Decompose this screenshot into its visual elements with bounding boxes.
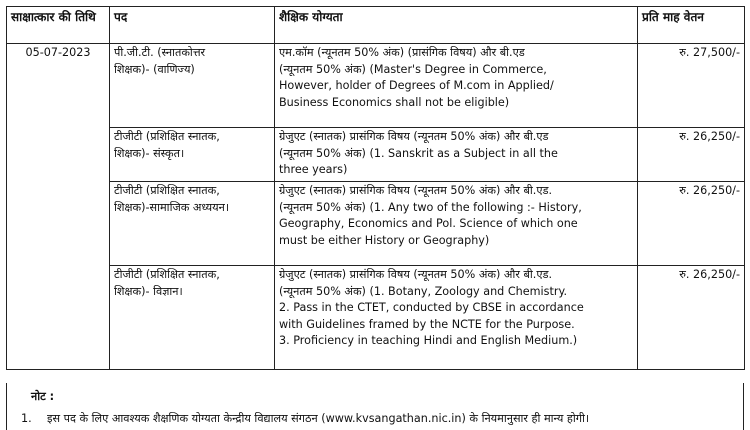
post-line: टीजीटी (प्रशिक्षित स्नातक,: [114, 130, 220, 143]
header-post: पद: [110, 7, 275, 44]
post-line: शिक्षक)- संस्कृत।: [114, 146, 185, 160]
post-line: शिक्षक)-सामाजिक अध्ययन।: [114, 200, 230, 214]
qualification-line: (न्यूनतम 50% अंक) (1. Any two of the following :- History,: [279, 200, 582, 214]
qualification-cell: [275, 44, 638, 128]
qualification-line: ग्रेजुएट (स्नातक) प्रासंगिक विषय (न्यूनतम 50% अंक) और बी.एड.: [279, 184, 553, 197]
salary-cell: रु. 26,250/-: [638, 266, 745, 370]
post-line: टीजीटी (प्रशिक्षित स्नातक,: [114, 184, 220, 197]
qualification-line: ग्रेजुएट (स्नातक) प्रासंगिक विषय (न्यूनतम 50% अंक) और बी.एड.: [279, 268, 553, 281]
qualification-line: Geography, Economics and Pol. Science of which one: [279, 217, 578, 230]
post-line: शिक्षक)- विज्ञान।: [114, 284, 183, 298]
qualification-cell: [275, 266, 638, 370]
post-cell: [110, 44, 275, 128]
post-cell: [110, 128, 275, 182]
qualification-line: ग्रेजुएट (स्नातक) प्रासंगिक विषय (न्यूनतम 50% अंक) और बी.एड: [279, 130, 549, 143]
table-row: [7, 182, 745, 266]
qualification-line: with Guidelines framed by the NCTE for the Purpose.: [279, 317, 575, 331]
qualification-line: (न्यूनतम 50% अंक) (1. Botany, Zoology and Chemistry.: [279, 284, 568, 298]
salary-cell: रु. 26,250/-: [638, 182, 745, 266]
header-interview-date: साक्षात्कार की तिथि: [7, 7, 110, 44]
salary-cell: रु. 26,250/-: [638, 128, 745, 182]
note-title: नोट :: [31, 390, 55, 403]
note-item-text: इस पद के लिए आवश्यक शैक्षणिक योग्यता केन्द्रीय विद्यालय संगठन (www.kvsangathan.nic.in) के नियमानुसार ही मान्य होगी।: [47, 412, 590, 425]
vacancy-table: [6, 6, 745, 370]
qualification-line: (न्यूनतम 50% अंक) (Master's Degree in Commerce,: [279, 62, 547, 76]
qualification-line: एम.कॉम (न्यूनतम 50% अंक) (प्रासंगिक विषय) और बी.एड: [279, 46, 525, 59]
interview-date: 05-07-2023: [7, 44, 110, 370]
table-row: [7, 44, 745, 128]
post-line: शिक्षक)- (वाणिज्य): [114, 62, 195, 76]
qualification-cell: [275, 128, 638, 182]
qualification-line: However, holder of Degrees of M.com in Applied/: [279, 79, 554, 92]
qualification-line: 3. Proficiency in teaching Hindi and English Medium.): [279, 334, 578, 347]
note-item: [21, 411, 589, 426]
note-item-number: 1.: [21, 412, 32, 425]
post-cell: [110, 266, 275, 370]
qualification-line: three years): [279, 163, 348, 176]
qualification-line: (न्यूनतम 50% अंक) (1. Sanskrit as a Subject in all the: [279, 146, 558, 160]
qualification-line: Business Economics shall not be eligible): [279, 95, 510, 109]
note-section: [6, 383, 744, 430]
qualification-line: must be either History or Geography): [279, 233, 490, 247]
qualification-cell: [275, 182, 638, 266]
header-salary: प्रति माह वेतन: [638, 7, 745, 44]
qualification-line: 2. Pass in the CTET, conducted by CBSE in accordance: [279, 301, 584, 314]
post-cell: [110, 182, 275, 266]
header-qualification: शैक्षिक योग्यता: [275, 7, 638, 44]
table-row: [7, 128, 745, 182]
post-line: पी.जी.टी. (स्नातकोत्तर: [114, 46, 206, 59]
table-header-row: [7, 7, 745, 44]
table-row: [7, 266, 745, 370]
salary-cell: रु. 27,500/-: [638, 44, 745, 128]
post-line: टीजीटी (प्रशिक्षित स्नातक,: [114, 268, 220, 281]
